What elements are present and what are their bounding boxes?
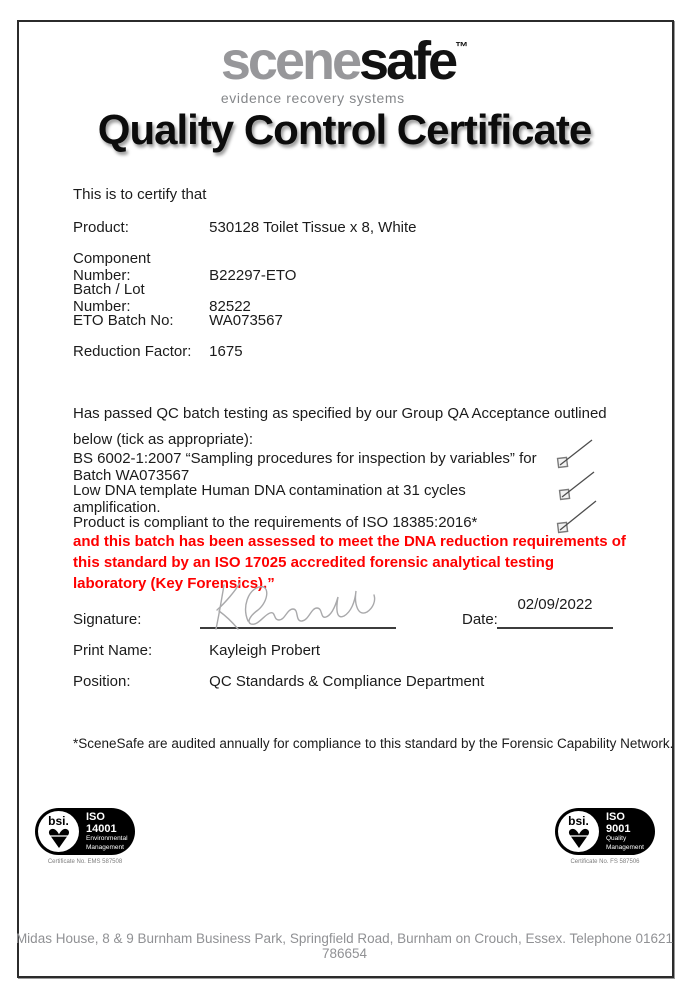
logo — [0, 31, 689, 108]
bsi-brand-text: bsi. — [568, 813, 589, 828]
signature-label: Signature: — [73, 611, 142, 628]
field-value: WA073567 — [209, 312, 283, 329]
audit-footnote: *SceneSafe are audited annually for compliance to this standard by the Forensic Capability Network. — [73, 736, 674, 751]
bsi-iso9001-badge — [553, 808, 657, 865]
print-name-value: Kayleigh Probert — [209, 642, 321, 659]
bsi-kitemark-icon — [38, 811, 79, 852]
badge-subtitle-1: Environmental — [86, 835, 128, 843]
field-value: B22297-ETO — [209, 267, 297, 284]
page-title: Quality Control Certificate — [97, 106, 592, 153]
tick-checkbox-icon — [554, 437, 596, 471]
badge-iso-text: ISO — [606, 811, 625, 824]
bsi-badge-pill — [35, 808, 135, 855]
field-value: 1675 — [209, 343, 243, 360]
checklist-item-low-dna: Low DNA template Human DNA contamination at 31 cycles amplification. — [73, 482, 466, 516]
print-name-label: Print Name: — [73, 642, 153, 659]
position-row — [73, 673, 484, 690]
field-row-eto-batch-no — [73, 312, 283, 329]
field-label: ETO Batch No: — [73, 312, 174, 329]
logo-tagline: evidence recovery systems — [220, 90, 405, 106]
logo-scene-text: scene — [220, 31, 360, 91]
company-address-footer: Midas House, 8 & 9 Burnham Business Park, Springfield Road, Burnham on Crouch, Essex. Telephone 01621 786654 — [15, 931, 674, 961]
date-label: Date: — [462, 611, 498, 628]
field-label: Product: — [73, 219, 129, 236]
signature-line — [200, 583, 396, 629]
dna-reduction-red-note: and this batch has been assessed to meet the DNA reduction requirements of this standard by an ISO 17025 accredited forensic analytical testing laboratory (Key Forensics).” — [73, 533, 626, 592]
badge-subtitle-1: Quality — [606, 835, 627, 843]
field-value: 530128 Toilet Tissue x 8, White — [209, 219, 417, 236]
field-row-component-number — [73, 250, 296, 284]
date-line — [497, 596, 613, 629]
field-label: Reduction Factor: — [73, 343, 192, 360]
position-value: QC Standards & Compliance Department — [209, 673, 485, 690]
print-name-row — [73, 642, 320, 659]
qc-intro-paragraph: Has passed QC batch testing as specified by our Group QA Acceptance outlined below (tick as appropriate): — [73, 405, 607, 448]
badge-certificate-number: Certificate No. FS 587506 — [570, 859, 640, 865]
badge-certificate-number: Certificate No. EMS 587508 — [47, 859, 123, 865]
field-label: Batch / Lot Number: — [73, 281, 145, 315]
badge-iso-text: ISO — [86, 811, 105, 824]
checklist-item-iso18385: Product is compliant to the requirements of ISO 18385:2016* — [73, 514, 478, 531]
certify-intro-text: This is to certify that — [73, 186, 207, 203]
bsi-iso14001-badge — [33, 808, 137, 865]
badge-subtitle-2: Management — [86, 843, 124, 851]
bsi-heart-kitemark-icon — [567, 827, 591, 849]
field-label: Component Number: — [73, 250, 151, 284]
handwritten-signature — [202, 577, 387, 635]
logo-wordmark — [220, 31, 469, 91]
badge-subtitle-2: Management — [606, 843, 644, 851]
badge-iso-number: 14001 — [86, 823, 117, 836]
field-value: 82522 — [209, 298, 251, 315]
date-value: 02/09/2022 — [517, 596, 593, 613]
bsi-brand-text: bsi. — [48, 813, 69, 828]
bsi-heart-kitemark-icon — [47, 827, 71, 849]
bsi-kitemark-icon — [558, 811, 599, 852]
logo-safe-text: safe — [359, 31, 456, 91]
field-row-reduction-factor — [73, 343, 243, 360]
badge-iso-number: 9001 — [606, 823, 631, 836]
field-row-product — [73, 219, 417, 236]
field-row-batch-lot-number — [73, 281, 251, 315]
trademark-symbol: ™ — [455, 39, 469, 54]
bsi-badge-pill — [555, 808, 655, 855]
position-label: Position: — [73, 673, 131, 690]
checklist-item-bs6002: BS 6002-1:2007 “Sampling procedures for inspection by variables” for Batch WA073567 — [73, 450, 537, 484]
